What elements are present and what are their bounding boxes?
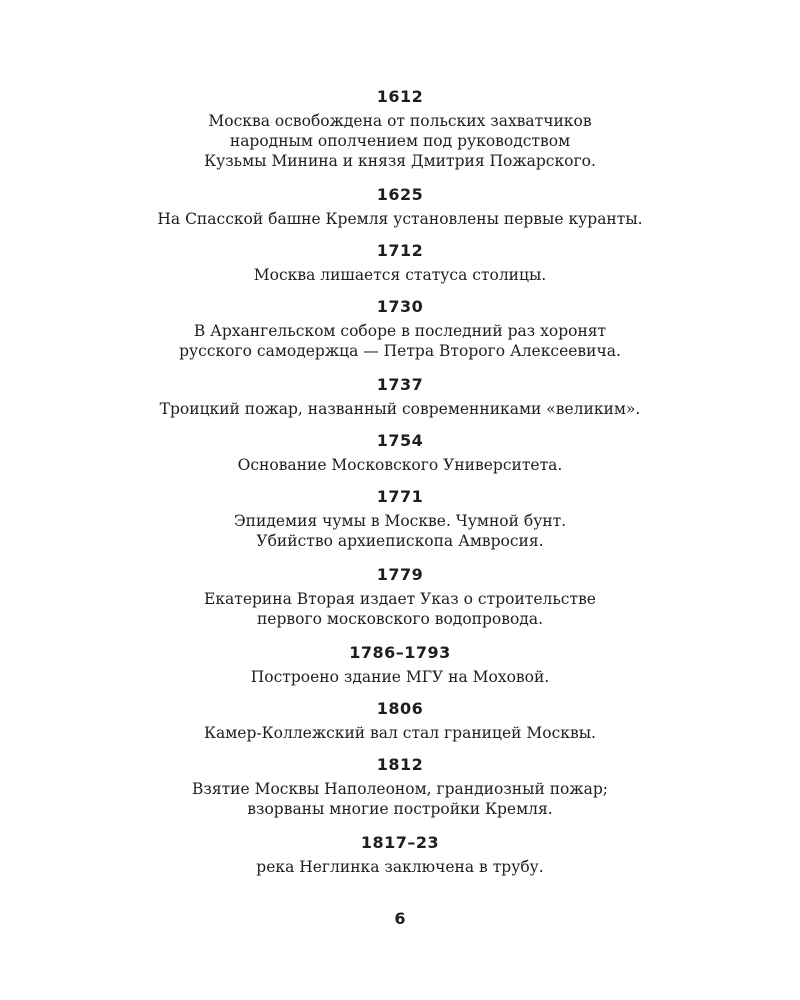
entry-text-line: Москва лишается статуса столицы. [253,266,547,284]
entry-year: 1771 [376,487,424,506]
timeline-entry-1812 [0,754,800,819]
entry-text-line: русского самодержца — Петра Второго Алексеевича. [179,342,621,360]
entry-year: 1817–23 [360,833,440,852]
entry-text-line: первого московского водопровода. [256,610,544,628]
entry-year: 1779 [376,565,424,584]
entry-text-line: река Неглинка заключена в трубу. [256,858,544,876]
timeline-entry-1612 [0,86,800,171]
entry-year: 1737 [376,375,424,394]
timeline-entry-1806 [0,698,800,743]
entry-text-line: Построено здание МГУ на Моховой. [250,668,550,686]
timeline-entry-1730 [0,296,800,361]
entry-text-line: Убийство архиепископа Амвросия. [256,532,544,550]
entry-year: 1806 [376,699,424,718]
entry-text-line: Троицкий пожар, названный современниками «великим». [159,400,641,418]
entry-text-line: Екатерина Вторая издает Указ о строительстве [204,590,596,608]
entry-text-line: Камер-Коллежский вал стал границей Москвы. [204,724,596,742]
timeline-entry-1771 [0,486,800,551]
timeline-entry-1754 [0,430,800,475]
entry-text-line: В Архангельском соборе в последний раз хоронят [193,322,607,340]
timeline-entry-1712 [0,240,800,285]
entry-text-line: Взятие Москвы Наполеоном, грандиозный пожар; [191,780,609,798]
timeline-entry-1817-23 [0,832,800,877]
page-number: 6 [394,909,406,928]
entry-year: 1754 [376,431,424,450]
entry-text-line: Основание Московского Университета. [237,456,563,474]
entry-year: 1712 [376,241,424,260]
entry-text-line: Эпидемия чумы в Москве. Чумной бунт. [233,512,567,530]
entry-text-line: Москва освобождена от польских захватчиков [208,112,592,130]
entry-year: 1812 [376,755,424,774]
timeline-entry-1625 [0,184,800,229]
timeline [0,86,800,888]
entry-text-line: Кузьмы Минина и князя Дмитрия Пожарского. [204,152,596,170]
entry-year: 1786–1793 [349,643,451,662]
timeline-entry-1737 [0,374,800,419]
entry-text-line: народным ополчением под руководством [229,132,571,150]
entry-year: 1612 [376,87,424,106]
entry-text-line: На Спасской башне Кремля установлены первые куранты. [157,210,643,228]
timeline-entry-1779 [0,564,800,629]
entry-year: 1625 [376,185,424,204]
entry-text-line: взорваны многие постройки Кремля. [247,800,553,818]
timeline-entry-1786-1793 [0,642,800,687]
entry-year: 1730 [376,297,424,316]
